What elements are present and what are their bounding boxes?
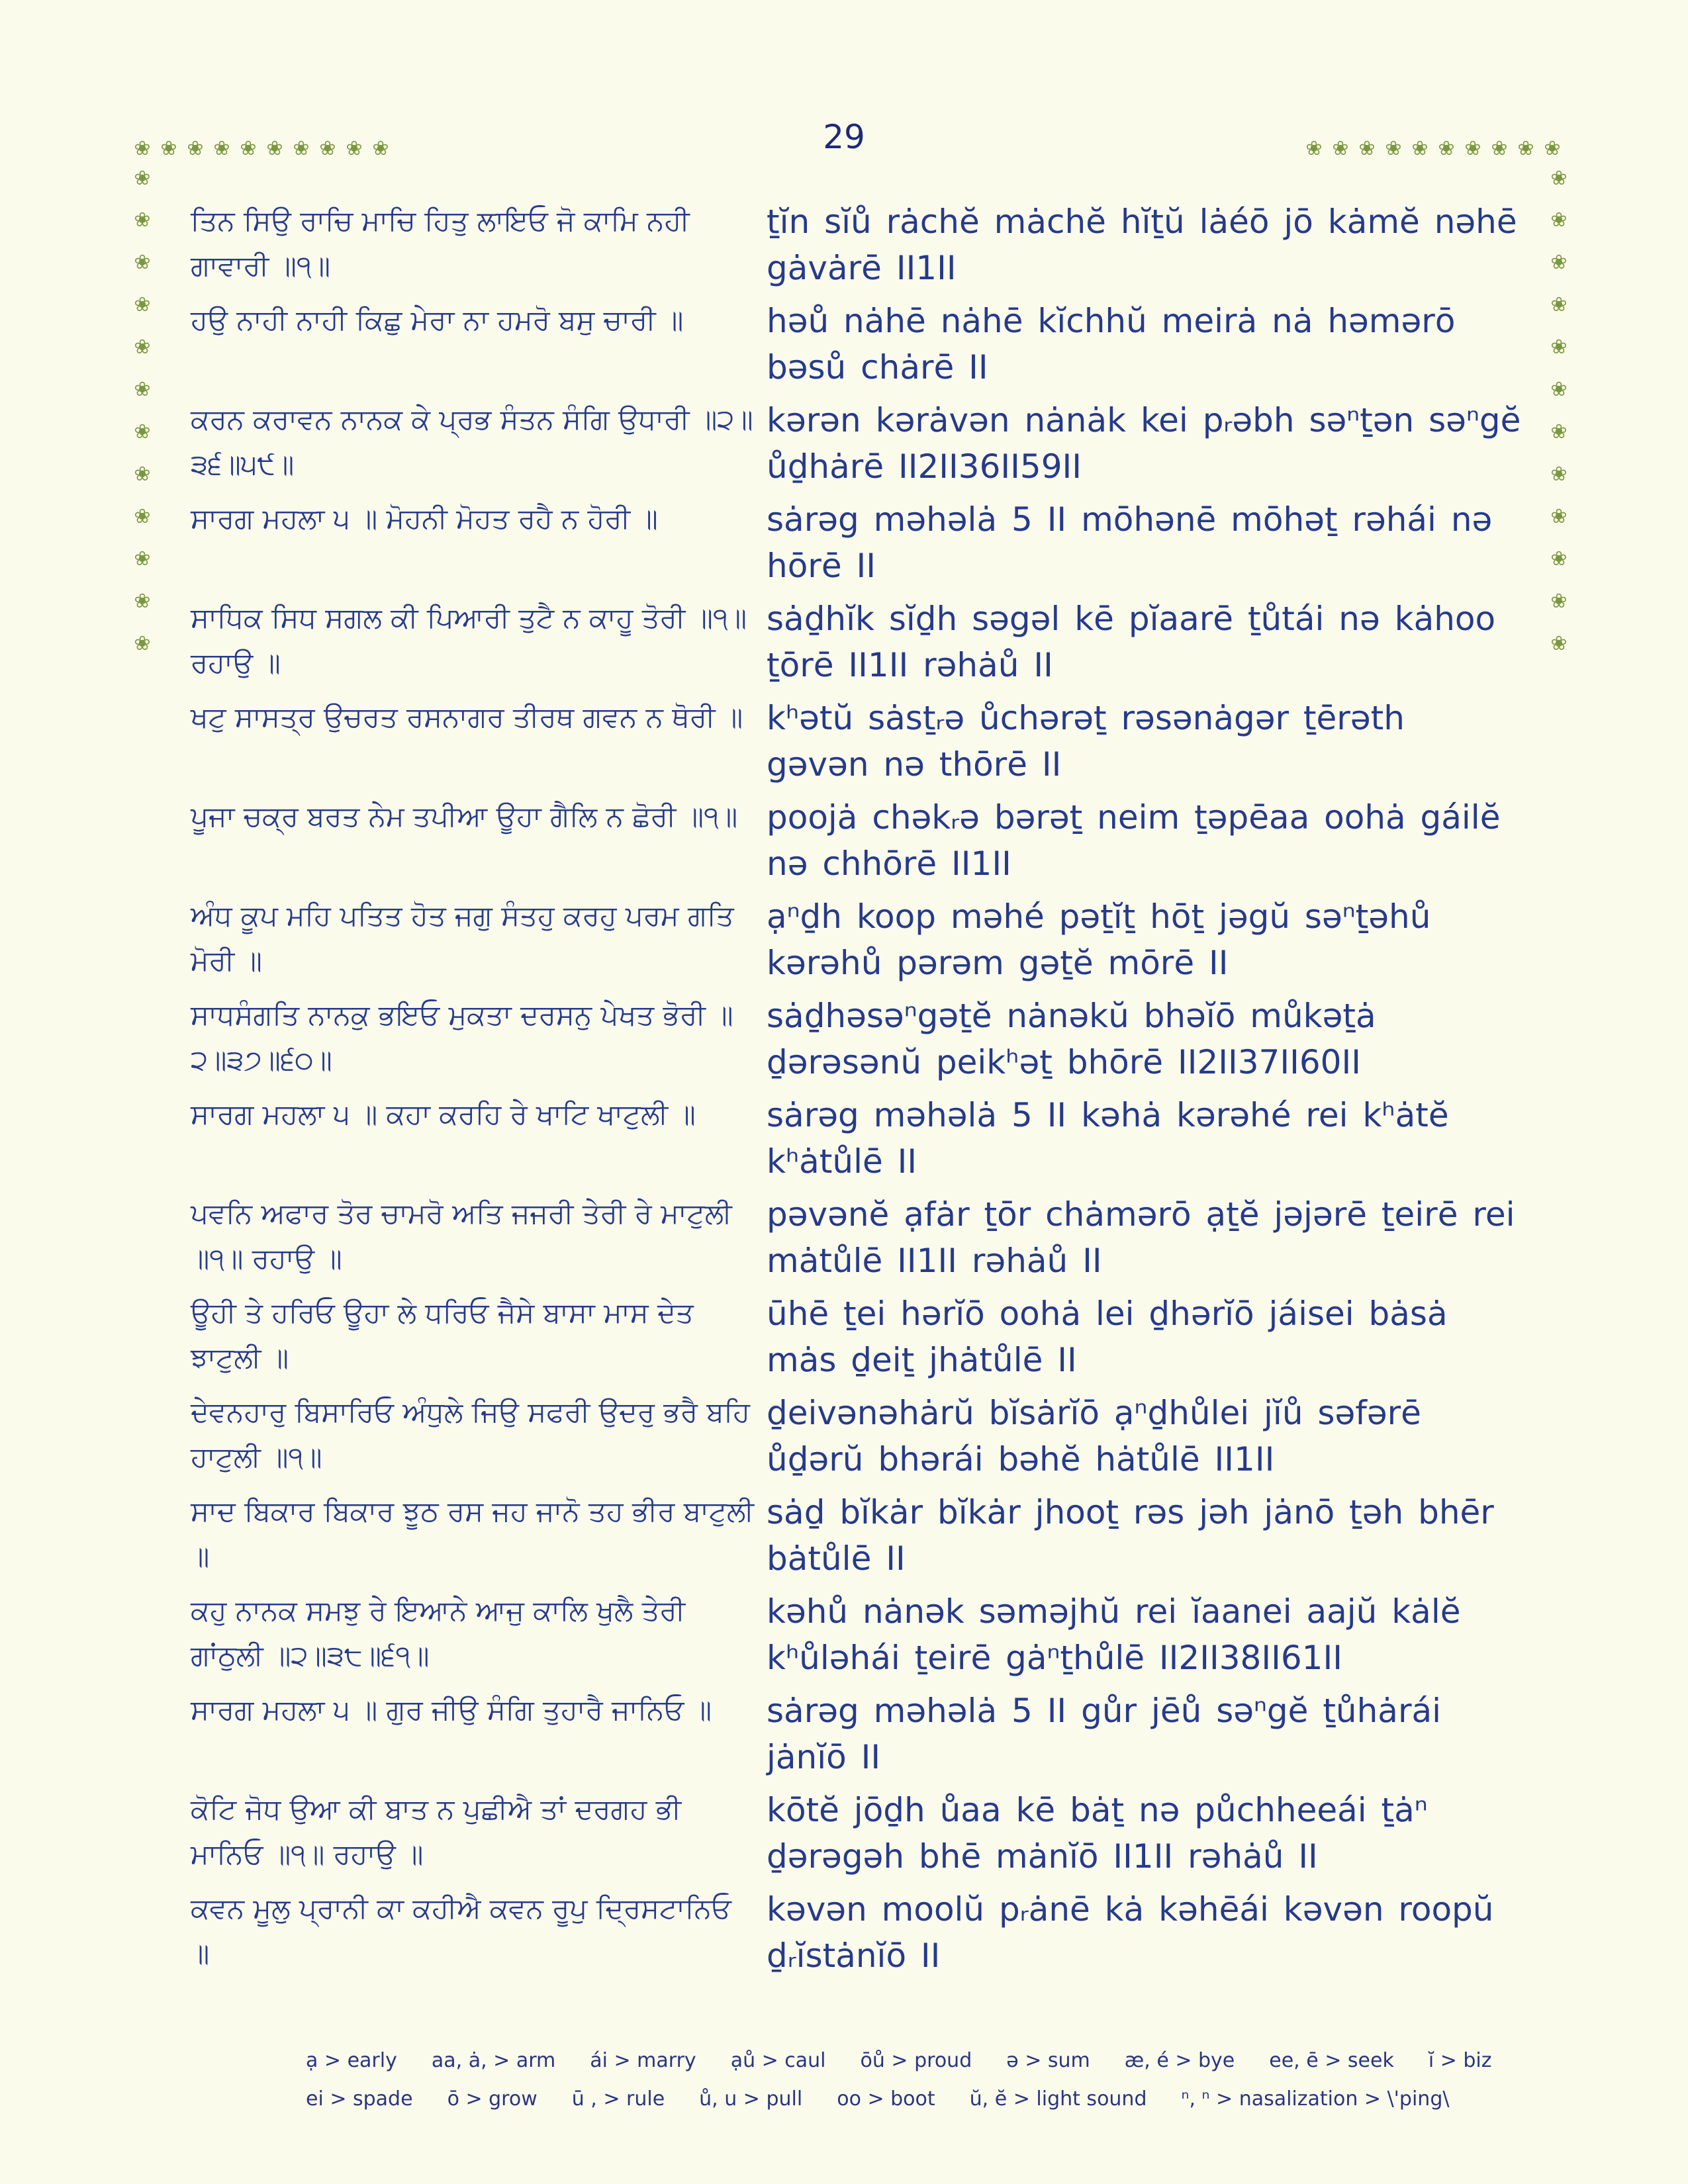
flower-icon: ❀ (1550, 420, 1568, 443)
transliteration-text: poojȧ chəkᵣə bərəṯ neim ṯəpēaa oohȧ gáilĕ nə chhōrē II1II (767, 798, 1501, 883)
flower-icon: ❀ (1411, 137, 1429, 160)
flower-icon: ❀ (213, 137, 230, 160)
verse-row (191, 794, 1521, 887)
gurmukhi-text: ਤਿਨ ਸਿਉ ਰਾਚਿ ਮਾਚਿ ਹਿਤੁ ਲਾਇਓ ਜੋ ਕਾਮਿ ਨਹੀ ਗਾਵਾਰੀ ॥੧॥ (191, 205, 690, 282)
legend-item: oo > boot (837, 2087, 935, 2111)
flower-icon: ❀ (134, 590, 151, 613)
legend-item: ō > grow (447, 2087, 538, 2111)
legend-item: ĭ > biz (1428, 2048, 1492, 2072)
gurmukhi-text: ਊਹੀ ਤੇ ਹਰਿਓ ਊਹਾ ਲੇ ਧਰਿਓ ਜੈਸੇ ਬਾਸਾ ਮਾਸ ਦੇਤ ਝਾਟੁਲੀ ॥ (191, 1297, 694, 1374)
gurmukhi-text: ਸਾਰਗ ਮਹਲਾ ੫ ॥ ਮੋਹਨੀ ਮੋਹਤ ਰਹੈ ਨ ਹੋਰੀ ॥ (191, 502, 658, 535)
gurmukhi-text: ਸਾਰਗ ਮਹਲਾ ੫ ॥ ਗੁਰ ਜੀਉ ਸੰਗਿ ਤੁਹਾਰੈ ਜਾਨਿਓ ॥ (191, 1694, 712, 1726)
verse-row (191, 496, 1521, 589)
verse-row (191, 199, 1521, 291)
flower-icon: ❀ (1464, 137, 1481, 160)
flower-icon: ❀ (134, 293, 151, 316)
verse-row (191, 893, 1521, 986)
transliteration-text: ūhē ṯei hərĭō oohȧ lei ḏhərĭō jáisei bȧsȧ mȧs ḏeiṯ jhȧtůlē II (767, 1295, 1448, 1379)
legend-item: ái > marry (590, 2048, 696, 2072)
legend-item: ạů > caul (730, 2048, 826, 2072)
transliteration-text: ṯĭn sĭů rȧchĕ mȧchĕ hĭṯŭ lȧéō jō kȧmĕ nəhē gȧvȧrē II1II (767, 203, 1517, 287)
verse-row (191, 1688, 1521, 1780)
legend-item: ee, ē > seek (1269, 2048, 1394, 2072)
flower-icon: ❀ (1550, 632, 1568, 655)
verse-row (191, 397, 1521, 490)
verse-row (191, 596, 1521, 688)
flower-icon: ❀ (1550, 378, 1568, 401)
gurmukhi-text: ਕੋਟਿ ਜੋਧ ਉਆ ਕੀ ਬਾਤ ਨ ਪੁਛੀਐ ਤਾਂ ਦਰਗਹ ਭੀ ਮਾਨਿਓ ॥੧॥ ਰਹਾਉ ॥ (191, 1793, 682, 1870)
verse-row (191, 1291, 1521, 1383)
flower-icon: ❀ (134, 378, 151, 401)
flower-icon: ❀ (372, 137, 389, 160)
flower-icon: ❀ (1358, 137, 1376, 160)
flower-icon: ❀ (1550, 293, 1568, 316)
transliteration-text: kʰətŭ sȧsṯᵣə ůchərəṯ rəsənȧgər ṯērəth gəvən nə thōrē II (767, 699, 1405, 784)
transliteration-text: həů nȧhē nȧhē kĭchhŭ meirȧ nȧ həmərō bəsů chȧrē II (767, 302, 1456, 387)
legend-item: ū , > rule (571, 2087, 665, 2111)
transliteration-text: kəhů nȧnək səməjhŭ rei ĭaanei aajŭ kȧlĕ kʰůləhái ṯeirē gȧⁿṯhůlē II2II38II61II (767, 1592, 1461, 1677)
gurmukhi-text: ਸਾਧਿਕ ਸਿਧ ਸਗਲ ਕੀ ਪਿਆਰੀ ਤੁਟੈ ਨ ਕਾਹੂ ਤੋਰੀ ॥੧॥ ਰਹਾਉ ॥ (191, 602, 747, 679)
gurmukhi-text: ਹਉ ਨਾਹੀ ਨਾਹੀ ਕਿਛੁ ਮੇਰਾ ਨਾ ਹਮਰੋ ਬਸੁ ਚਾਰੀ ॥ (191, 304, 684, 336)
legend-row (306, 2041, 1492, 2079)
flower-icon: ❀ (1385, 137, 1402, 160)
transliteration-text: sȧḏhĭk sĭḏh səgəl kē pĭaarē ṯůtái nə kȧhoo ṯōrē II1II rəhȧů II (767, 600, 1496, 684)
transliteration-text: ạⁿḏh koop məhé pəṯĭṯ hōṯ jəgŭ səⁿṯəhů kərəhů pərəm gəṯĕ mōrē II (767, 897, 1431, 982)
transliteration-text: ḏeivənəhȧrŭ bĭsȧrĭō ạⁿḏhůlei jĭů səfərē ůḏərŭ bhərái bəhĕ hȧtůlē II1II (767, 1394, 1421, 1479)
flower-icon: ❀ (346, 137, 363, 160)
transliteration-text: sȧrəg məhəlȧ 5 II gůr jēů səⁿgĕ ṯůhȧrái jȧnĭō II (767, 1692, 1442, 1776)
flower-icon: ❀ (1550, 547, 1568, 570)
transliteration-text: sȧrəg məhəlȧ 5 II kəhȧ kərəhé rei kʰȧtĕ kʰȧtůlē II (767, 1096, 1449, 1181)
flower-icon: ❀ (134, 505, 151, 528)
gurmukhi-text: ਕਵਨ ਮੂਲੁ ਪ੍ਰਾਨੀ ਕਾ ਕਹੀਐ ਕਵਨ ਰੂਪੁ ਦ੍ਰਿਸਟਾਨਿਓ ॥ (191, 1892, 731, 1970)
transliteration-text: kəvən moolŭ pᵣȧnē kȧ kəhēái kəvən roopŭ ḏᵣĭstȧnĭō II (767, 1890, 1494, 1975)
gurmukhi-text: ਅੰਧ ਕੂਪ ਮਹਿ ਪਤਿਤ ਹੋਤ ਜਗੁ ਸੰਤਹੁ ਕਰਹੁ ਪਰਮ ਗਤਿ ਮੋਰੀ ॥ (191, 899, 734, 977)
transliteration-text: sȧḏ bĭkȧr bĭkȧr jhooṯ rəs jəh jȧnō ṯəh bhēr bȧtůlē II (767, 1493, 1494, 1578)
legend-row (306, 2079, 1484, 2118)
legend-item: ⁿ, ⁿ > nasalization > \'ping\ (1181, 2087, 1450, 2111)
legend-item: ů, u > pull (699, 2087, 803, 2111)
flower-icon: ❀ (134, 632, 151, 655)
flower-icon: ❀ (1550, 208, 1568, 232)
verse-row (191, 695, 1521, 788)
gurmukhi-text: ਕਰਨ ਕਰਾਵਨ ਨਾਨਕ ਕੇ ਪ੍ਰਭ ਸੰਤਨ ਸੰਗਿ ਉਧਾਰੀ ॥੨॥੩੬॥੫੯॥ (191, 403, 753, 480)
flower-icon: ❀ (266, 137, 283, 160)
flower-icon: ❀ (1550, 167, 1568, 190)
gurmukhi-text: ਕਹੁ ਨਾਨਕ ਸਮਝੁ ਰੇ ਇਆਨੇ ਆਜੁ ਕਾਲਿ ਖੁਲੈ ਤੇਰੀ ਗਾਂਠੁਲੀ ॥੨॥੩੮॥੬੧॥ (191, 1594, 686, 1672)
flower-icon: ❀ (1550, 251, 1568, 274)
verse-row (191, 1489, 1521, 1582)
verse-row (191, 1886, 1521, 1979)
flower-icon: ❀ (1332, 137, 1349, 160)
flower-icon: ❀ (134, 167, 151, 190)
flower-icon: ❀ (134, 336, 151, 359)
gurmukhi-text: ਦੇਵਨਹਾਰੁ ਬਿਸਾਰਿਓ ਅੰਧੁਲੇ ਜਿਉ ਸਫਰੀ ਉਦਰੁ ਭਰੈ ਬਹਿ ਹਾਟੁਲੀ ॥੧॥ (191, 1396, 750, 1473)
transliteration-text: kərən kərȧvən nȧnȧk kei pᵣəbh səⁿṯən səⁿgĕ ůḏhȧrē II2II36II59II (767, 401, 1521, 486)
verse-row (191, 993, 1521, 1085)
flower-icon: ❀ (134, 463, 151, 486)
flower-icon: ❀ (293, 137, 310, 160)
flower-icon: ❀ (1550, 590, 1568, 613)
legend-item: ạ > early (306, 2048, 397, 2072)
verse-row (191, 1390, 1521, 1482)
legend-item: aa, ȧ, > arm (431, 2048, 556, 2072)
legend-item: ōů > proud (860, 2048, 972, 2072)
legend-item: ŭ, ĕ > light sound (969, 2087, 1147, 2111)
verse-table (191, 199, 1521, 1985)
flower-icon: ❀ (1550, 505, 1568, 528)
gurmukhi-text: ਖਟੁ ਸਾਸਤ੍ਰ ਉਚਰਤ ਰਸਨਾਗਰ ਤੀਰਥ ਗਵਨ ਨ ਥੋਰੀ ॥ (191, 701, 743, 733)
flower-icon: ❀ (134, 251, 151, 274)
flower-icon: ❀ (160, 137, 177, 160)
legend-item: æ, é > bye (1124, 2048, 1235, 2072)
legend-item: ə > sum (1006, 2048, 1090, 2072)
pronunciation-legend (306, 2041, 1492, 2118)
gurmukhi-text: ਪਵਨਿ ਅਫਾਰ ਤੋਰ ਚਾਮਰੋ ਅਤਿ ਜਜਰੀ ਤੇਰੀ ਰੇ ਮਾਟੁਲੀ ॥੧॥ ਰਹਾਉ ॥ (191, 1197, 732, 1275)
flower-icon: ❀ (134, 547, 151, 570)
flower-icon: ❀ (134, 137, 151, 160)
verse-row (191, 298, 1521, 390)
flower-icon: ❀ (1550, 336, 1568, 359)
verse-row (191, 1787, 1521, 1880)
flower-icon: ❀ (134, 420, 151, 443)
flower-icon: ❀ (1544, 137, 1561, 160)
transliteration-text: pəvənĕ ạfȧr ṯōr chȧmərō ạṯĕ jəjərē ṯeirē rei mȧtůlē II1II rəhȧů II (767, 1195, 1515, 1280)
flower-icon: ❀ (1517, 137, 1534, 160)
flower-icon: ❀ (1305, 137, 1323, 160)
legend-item: ei > spade (306, 2087, 413, 2111)
flower-icon: ❀ (187, 137, 204, 160)
gurmukhi-text: ਪੂਜਾ ਚਕ੍ਰ ਬਰਤ ਨੇਮ ਤਪੀਆ ਊਹਾ ਗੈਲਿ ਨ ਛੋਰੀ ॥੧॥ (191, 800, 738, 833)
flower-icon: ❀ (1438, 137, 1455, 160)
verse-row (191, 1191, 1521, 1284)
verse-row (191, 1588, 1521, 1681)
gurmukhi-text: ਸਾਦ ਬਿਕਾਰ ਬਿਕਾਰ ਝੂਠ ਰਸ ਜਹ ਜਾਨੋ ਤਹ ਭੀਰ ਬਾਟੁਲੀ ॥ (191, 1495, 754, 1572)
flower-icon: ❀ (134, 208, 151, 232)
flower-icon: ❀ (240, 137, 257, 160)
flower-icon: ❀ (319, 137, 336, 160)
flower-icon: ❀ (1491, 137, 1508, 160)
transliteration-text: sȧḏhəsəⁿgəṯĕ nȧnəkŭ bhəĭō můkəṯȧ ḏərəsənŭ peikʰəṯ bhōrē II2II37II60II (767, 997, 1376, 1081)
verse-row (191, 1092, 1521, 1185)
transliteration-text: sȧrəg məhəlȧ 5 II mōhənē mōhəṯ rəhái nə hōrē II (767, 500, 1493, 585)
page-number: 29 (823, 118, 865, 156)
gurmukhi-text: ਸਾਧਸੰਗਤਿ ਨਾਨਕੁ ਭਇਓ ਮੁਕਤਾ ਦਰਸਨੁ ਪੇਖਤ ਭੋਰੀ ॥੨॥੩੭॥੬੦॥ (191, 999, 733, 1076)
gurmukhi-text: ਸਾਰਗ ਮਹਲਾ ੫ ॥ ਕਹਾ ਕਰਹਿ ਰੇ ਖਾਟਿ ਖਾਟੁਲੀ ॥ (191, 1098, 696, 1130)
transliteration-text: kōtĕ jōḏh ůaa kē bȧṯ nə půchheeái ṯȧⁿ ḏərəgəh bhē mȧnĭō II1II rəhȧů II (767, 1791, 1428, 1876)
flower-icon: ❀ (1550, 463, 1568, 486)
